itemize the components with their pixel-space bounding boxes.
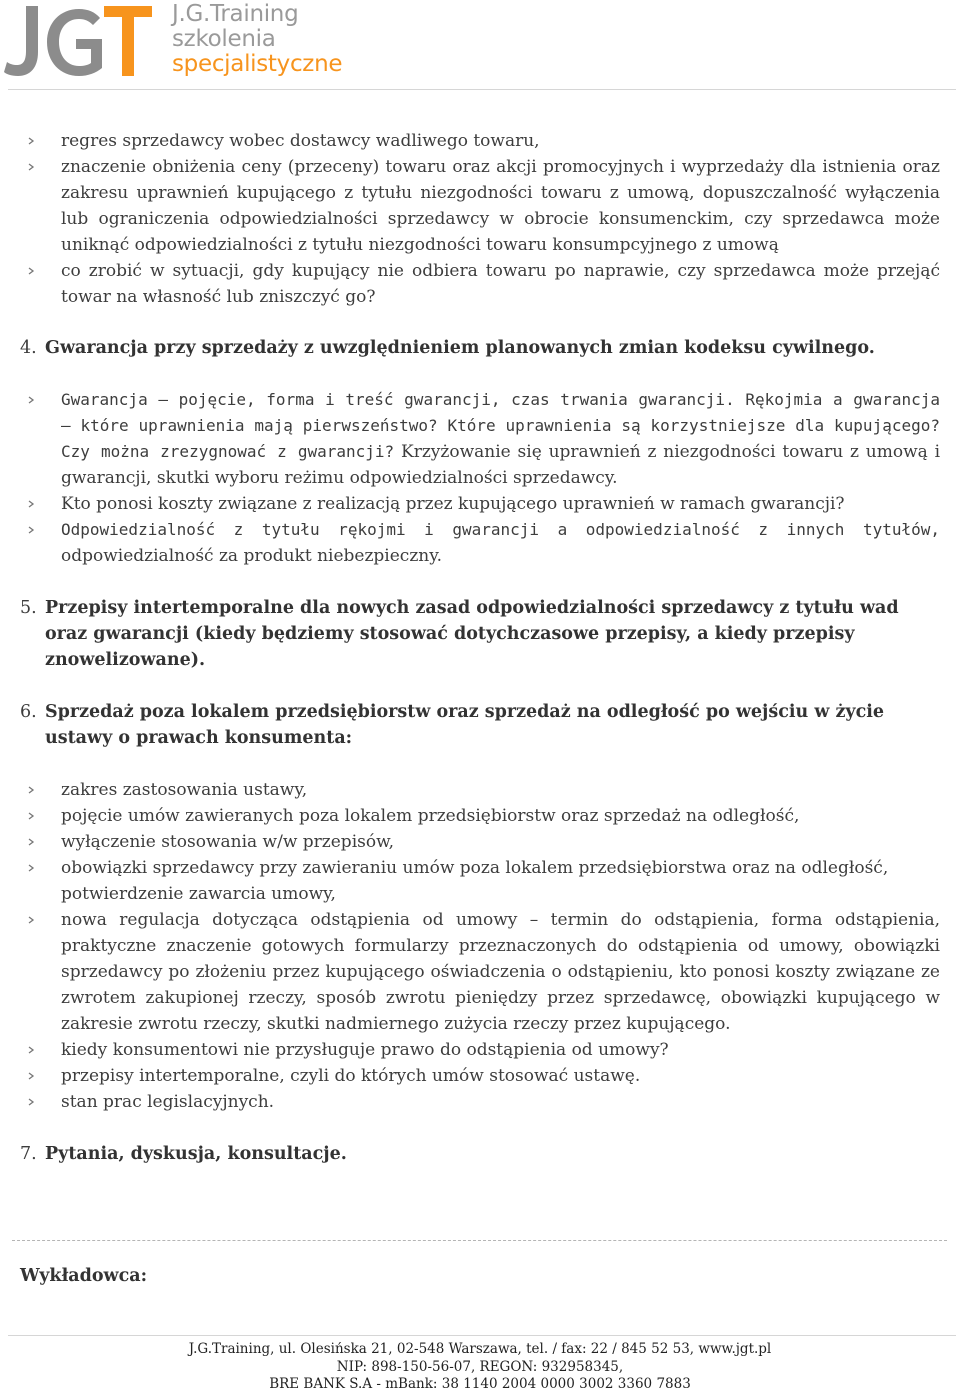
section-title: Gwarancja przy sprzedaży z uwzględnieniem planowanych zmian kodeksu cywilnego.	[45, 338, 875, 358]
section-heading-4	[0, 335, 960, 361]
header-divider	[8, 89, 956, 90]
page-header	[0, 0, 960, 92]
section-number: 5.	[20, 598, 37, 618]
logo-line-szkolenia: szkolenia	[172, 26, 276, 52]
list-item-text: obowiązki sprzedawcy przy zawieraniu umów poza lokalem przedsiębiorstwa oraz na odległość, potwierdzenie zawarcia umowy,	[61, 858, 889, 904]
list-item	[0, 1063, 960, 1089]
list-item-text: znaczenie obniżenia ceny (przeceny) towaru oraz akcji promocyjnych i wyprzedaży dla istnienia oraz zakresu uprawnień kupującego z tytułu niezgodności towaru z umową, dopuszczalność wyłączenia lub ograniczenia odpowiedzialności sprzedawcy w obrocie konsumenckim, czy sprzedawca może uniknąć odpowiedzialności z tytułu niezgodności towaru konsumpcyjnego z umową	[61, 157, 940, 255]
footer-divider	[8, 1335, 956, 1336]
bullet-chevron-icon	[26, 1070, 38, 1082]
footer-bank-account: BRE BANK S.A - mBank: 38 1140 2004 0000 3002 3360 7883	[269, 1376, 691, 1392]
bullet-chevron-icon	[26, 836, 38, 848]
bullet-chevron-icon	[26, 1044, 38, 1056]
bullet-chevron-icon	[26, 498, 38, 510]
list-item	[0, 517, 960, 569]
logo-line-company: J.G.Training	[172, 1, 299, 27]
bullet-chevron-icon	[26, 394, 38, 406]
list-item	[0, 258, 960, 310]
list-item	[0, 777, 960, 803]
list-item-text-mono: Odpowiedzialność z tytułu rękojmi i gwarancji a odpowiedzialność z innych tytułów,	[61, 520, 940, 539]
bullet-list-1	[0, 128, 960, 310]
bullet-chevron-icon	[26, 784, 38, 796]
list-item	[0, 491, 960, 517]
bullet-chevron-icon	[26, 265, 38, 277]
section-number: 6.	[20, 702, 37, 722]
section-number: 7.	[20, 1144, 37, 1164]
bullet-list-3	[0, 777, 960, 1115]
jgt-logo-mark	[4, 2, 154, 78]
section-heading-6	[0, 699, 960, 751]
list-item	[0, 128, 960, 154]
logo-line-specjalistyczne: specjalistyczne	[172, 51, 343, 77]
list-item	[0, 829, 960, 855]
list-item	[0, 387, 960, 491]
bullet-chevron-icon	[26, 810, 38, 822]
list-item-text: kiedy konsumentowi nie przysługuje prawo do odstąpienia od umowy?	[61, 1040, 669, 1060]
section-title: Pytania, dyskusja, konsultacje.	[45, 1144, 347, 1164]
bullet-chevron-icon	[26, 524, 38, 536]
logo-text	[172, 3, 342, 78]
lecturer-label: Wykładowca:	[20, 1266, 148, 1286]
list-item-text: pojęcie umów zawieranych poza lokalem przedsiębiorstw oraz sprzedaż na odległość,	[61, 806, 800, 826]
section-number: 4.	[20, 338, 37, 358]
list-item-text-mono: Gwarancja – pojęcie, forma i treść gwarancji, czas trwania gwarancji. Rękojmia a gwarancja – które uprawnienia mają pierwszeństwo? Które uprawnienia są korzystniejsze dla kupującego? Czy można zrezygnować z gwarancji?	[61, 390, 940, 461]
list-item-text: nowa regulacja dotycząca odstąpienia od umowy – termin do odstąpienia, forma odstąpienia, praktyczne znaczenie gotowych formularzy przeznaczonych do odstąpienia od umowy, obowiązki sprzedawcy po złożeniu przez kupującego oświadczenia o odstąpieniu, kto ponosi koszty związane ze zwrotem zakupionej rzeczy, sposób zwrotu pieniędzy przez sprzedawcę, obowiązki kupującego w zakresie zwrotu rzeczy, skutki nadmiernego zużycia rzeczy przez kupującego.	[61, 910, 940, 1034]
list-item	[0, 1037, 960, 1063]
bullet-chevron-icon	[26, 914, 38, 926]
document-body	[0, 128, 960, 1167]
list-item	[0, 154, 960, 258]
list-item-text: zakres zastosowania ustawy,	[61, 780, 308, 800]
section-heading-5	[0, 595, 960, 673]
list-item-text: przepisy intertemporalne, czyli do których umów stosować ustawę.	[61, 1066, 641, 1086]
bullet-chevron-icon	[26, 1096, 38, 1108]
bullet-list-2	[0, 387, 960, 569]
footer-address: J.G.Training, ul. Olesińska 21, 02-548 Warszawa, tel. / fax: 22 / 845 52 53, www.jgt.pl	[188, 1341, 772, 1357]
list-item	[0, 803, 960, 829]
section-title: Przepisy intertemporalne dla nowych zasad odpowiedzialności sprzedawcy z tytułu wad oraz gwarancji (kiedy będziemy stosować dotychczasowe przepisy, a kiedy przepisy znowelizowane).	[45, 598, 899, 670]
list-item	[0, 907, 960, 1037]
bullet-chevron-icon	[26, 135, 38, 147]
list-item-text: stan prac legislacyjnych.	[61, 1092, 275, 1112]
bullet-chevron-icon	[26, 161, 38, 173]
list-item-text: odpowiedzialność za produkt niebezpieczny.	[61, 546, 442, 566]
list-item-text: co zrobić w sytuacji, gdy kupujący nie odbiera towaru po naprawie, czy sprzedawca może przejąć towar na własność lub zniszczyć go?	[61, 261, 940, 307]
section-heading-7	[0, 1141, 960, 1167]
bullet-chevron-icon	[26, 862, 38, 874]
list-item-text: regres sprzedawcy wobec dostawcy wadliwego towaru,	[61, 131, 540, 151]
list-item	[0, 855, 960, 907]
list-item-text: wyłączenie stosowania w/w przepisów,	[61, 832, 395, 852]
list-item-text: Krzyżowanie się uprawnień z niezgodności towaru z umową i gwarancji, skutki wyboru reżimu odpowiedzialności sprzedawcy.	[61, 442, 941, 488]
dashed-divider	[12, 1240, 947, 1241]
list-item-text: Kto ponosi koszty związane z realizacją przez kupującego uprawnień w ramach gwarancji?	[61, 494, 845, 514]
list-item	[0, 1089, 960, 1115]
footer-tax-ids: NIP: 898-150-56-07, REGON: 932958345,	[336, 1358, 624, 1375]
page-footer	[0, 1341, 960, 1394]
section-title: Sprzedaż poza lokalem przedsiębiorstw oraz sprzedaż na odległość po wejściu w życie ustawy o prawach konsumenta:	[45, 702, 885, 748]
